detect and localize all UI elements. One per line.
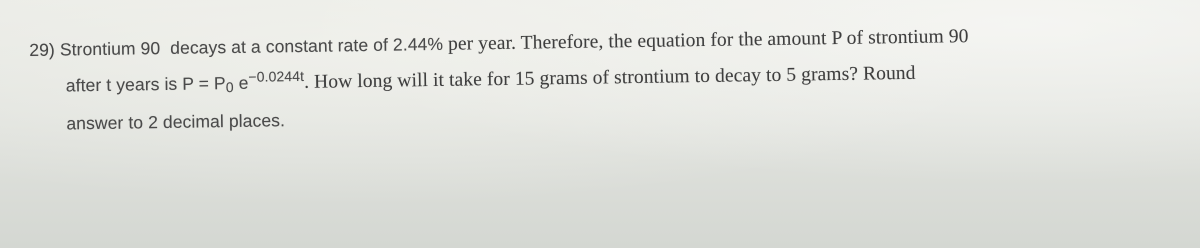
question-text-1a: Strontium 90 bbox=[59, 38, 161, 60]
question-text-2a: after t years is P = P bbox=[65, 73, 226, 96]
question-text-2b: e bbox=[238, 72, 249, 93]
decay-exponent: −0.0244t bbox=[248, 67, 305, 85]
question-text-1b: decays at a constant rate of 2.44% bbox=[170, 33, 444, 58]
question-line-2 bbox=[66, 63, 916, 98]
question-line-1 bbox=[29, 26, 968, 62]
question-number: 29) bbox=[29, 39, 56, 60]
initial-amount-subscript: 0 bbox=[225, 78, 234, 96]
question-text-1c: per year. Therefore, the equation for the amount P of strontium 90 bbox=[447, 26, 969, 55]
question-line-3 bbox=[66, 110, 285, 134]
question-29 bbox=[29, 13, 1199, 134]
question-text-3: answer to 2 decimal places. bbox=[66, 110, 286, 134]
question-text-2c: . How long will it take for 15 grams of strontium to decay to 5 grams? Round bbox=[303, 62, 916, 93]
